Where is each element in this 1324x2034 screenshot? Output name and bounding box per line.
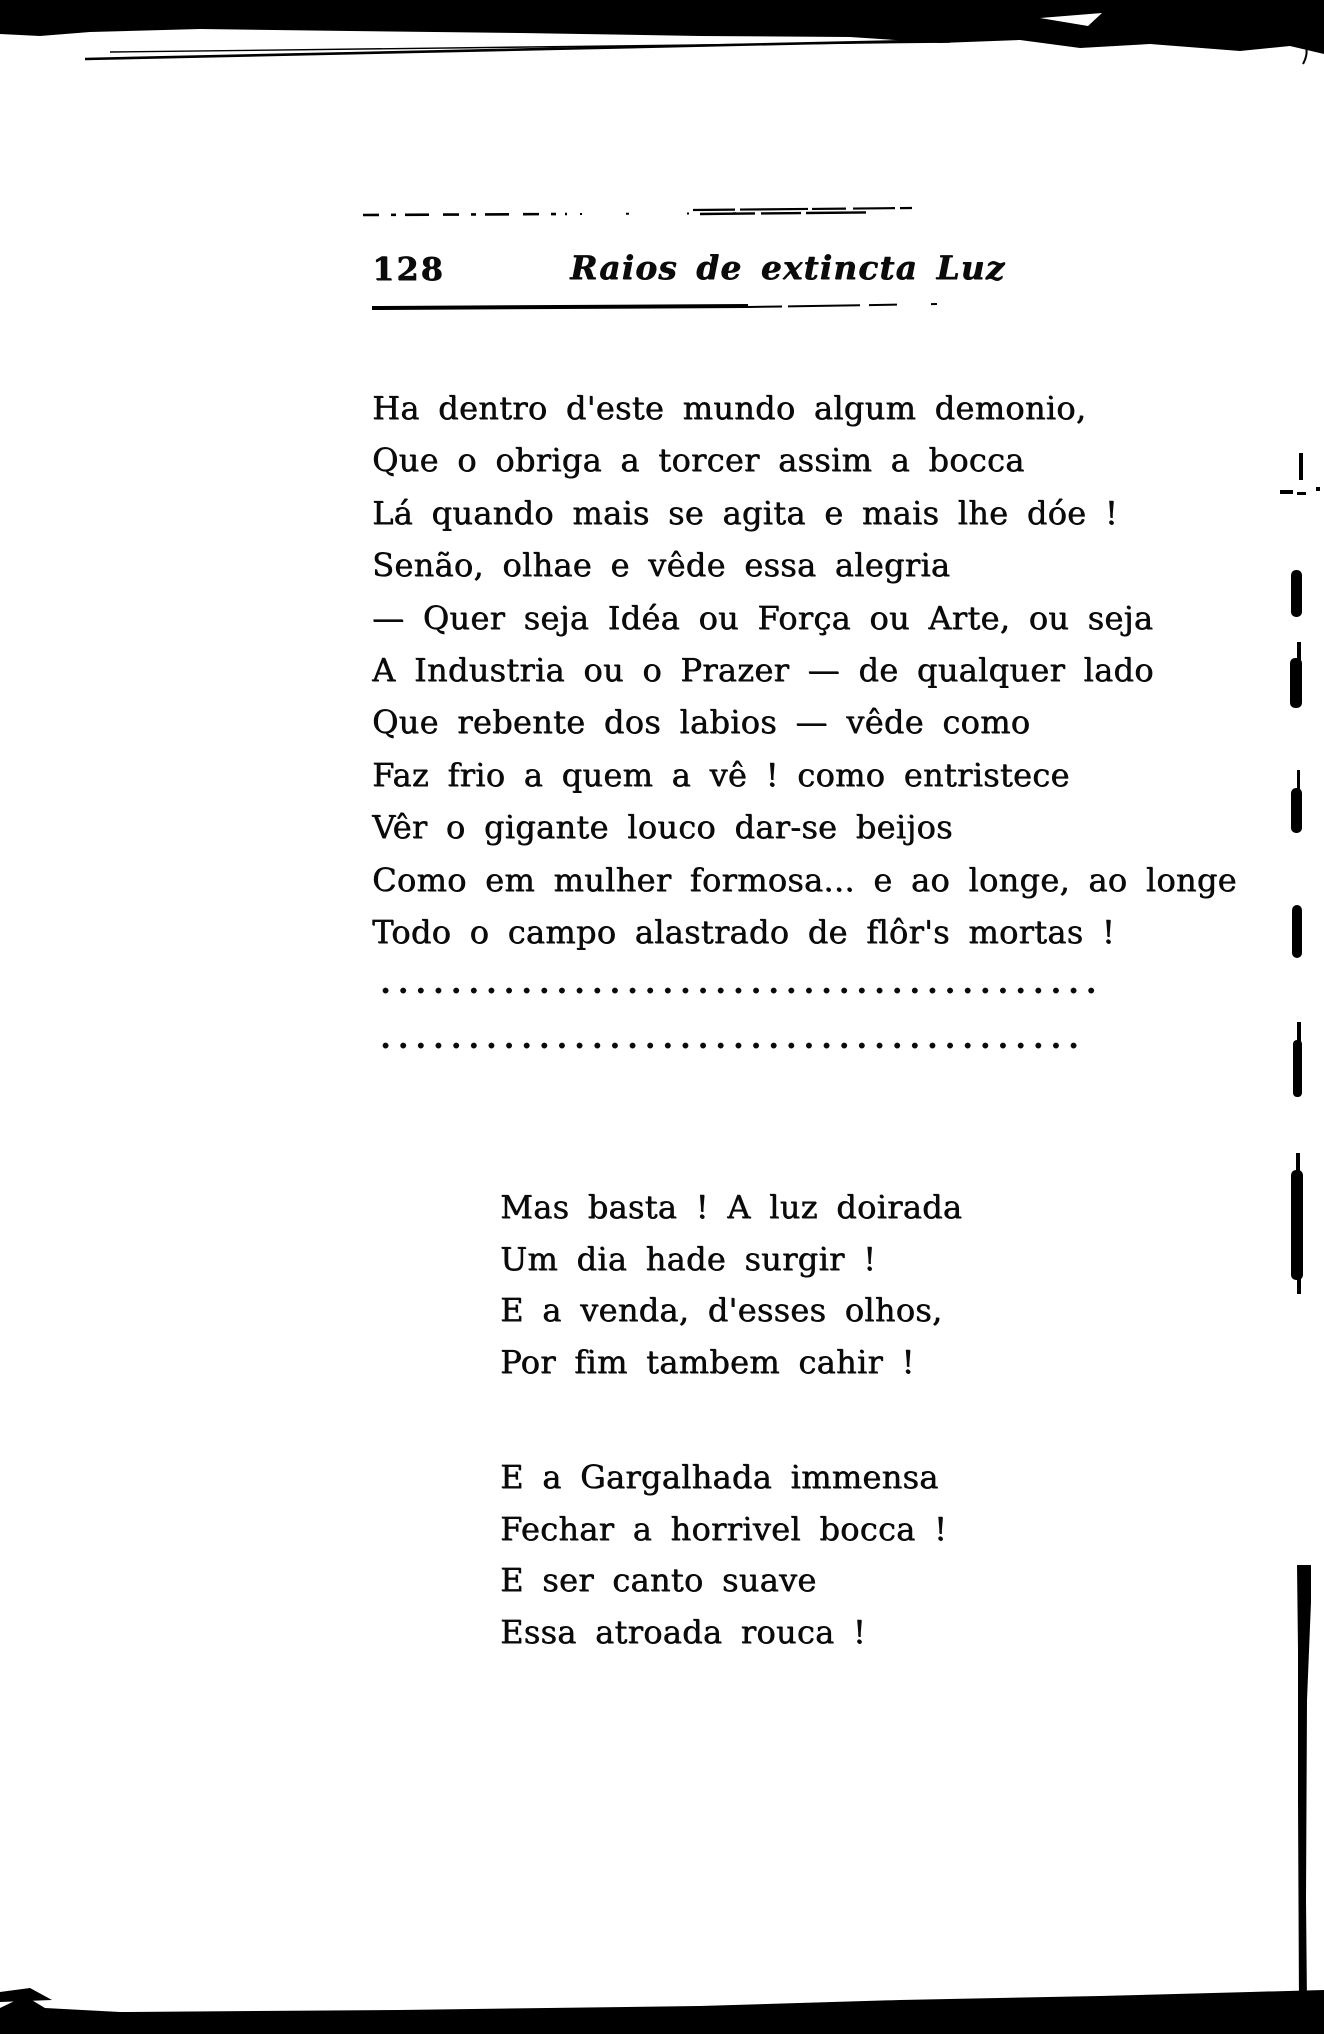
- poem-line: A Industria ou o Prazer — de qualquer lado: [372, 651, 1154, 690]
- poem-line: Lá quando mais se agita e mais lhe dóe !: [372, 493, 1118, 532]
- poem-line: Que o obriga a torcer assim a bocca: [372, 441, 1025, 480]
- poem-quatrain-2: [500, 1452, 947, 1658]
- poem-line: Ha dentro d'este mundo algum demonio,: [372, 389, 1087, 427]
- poem-line: Por fim tambem cahir !: [500, 1342, 915, 1381]
- page-number: 128: [372, 250, 445, 288]
- poem-line: Essa atroada rouca !: [500, 1612, 866, 1651]
- poem-line: E ser canto suave: [500, 1561, 817, 1599]
- poem-line: Um dia hade surgir !: [500, 1239, 877, 1278]
- poem-line: — Quer seja Idéa ou Força ou Arte, ou seja: [372, 598, 1154, 637]
- poem-line: Mas basta ! A luz doirada: [500, 1188, 963, 1226]
- poem-line: Senão, olhae e vêde essa alegria: [372, 546, 951, 585]
- poem-line: Todo o campo alastrado de flôr's mortas !: [372, 913, 1115, 952]
- poem-line: E a Gargalhada immensa: [500, 1458, 939, 1496]
- poem-line: Vêr o gigante louco dar-se beijos: [372, 808, 953, 847]
- poem-quatrain-1: [500, 1182, 962, 1388]
- running-title: Raios de extincta Luz: [570, 248, 1006, 287]
- poem-line: E a venda, d'esses olhos,: [500, 1291, 943, 1329]
- poem-stanza: [372, 382, 1237, 958]
- poem-line: Que rebente dos labios — vêde como: [372, 703, 1031, 742]
- ellipsis-line: .........................................: [380, 963, 1104, 1001]
- poem-line: Como em mulher formosa... e ao longe, ao longe: [372, 860, 1237, 899]
- ellipsis-line: ........................................: [380, 1018, 1086, 1056]
- poem-line: Faz frio a quem a vê ! como entristece: [372, 755, 1070, 794]
- poem-line: Fechar a horrivel bocca !: [500, 1509, 948, 1548]
